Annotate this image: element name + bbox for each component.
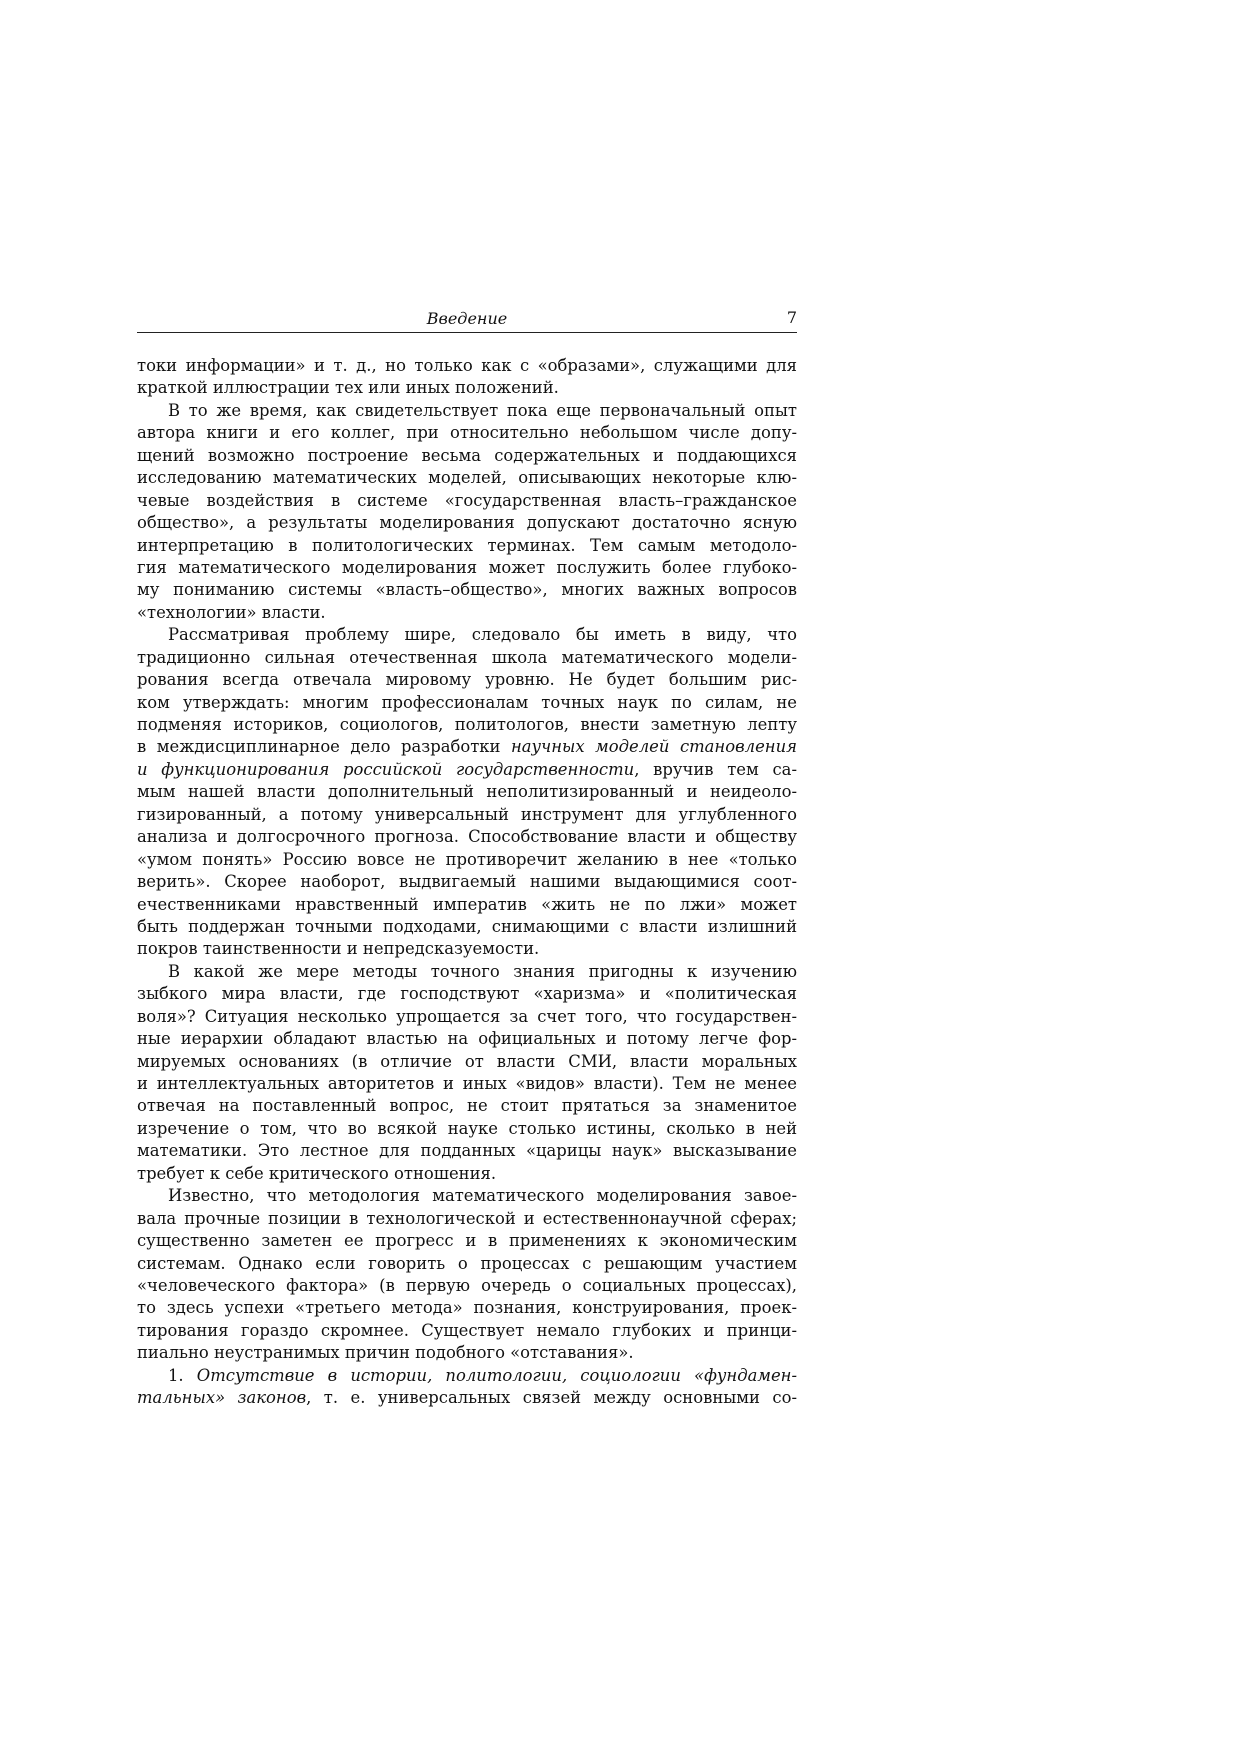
text-line: изречение о том, что во всякой науке столько истины, сколько в ней [137, 1118, 797, 1138]
main-text [137, 355, 797, 1410]
text-line: и интеллектуальных авторитетов и иных «видов» власти). Тем не менее [137, 1074, 797, 1093]
emphasis-text: и функционирования российской государственности [137, 759, 635, 779]
text-line: быть поддержан точными подходами, снимающими с власти излишний [137, 916, 797, 936]
text-line: воля»? Ситуация несколько упрощается за счет того, что государствен- [137, 1006, 797, 1026]
text-line: вала прочные позиции в технологической и естественнонаучной сферах; [137, 1208, 797, 1228]
page-header [137, 306, 797, 333]
text-line: верить». Скорее наоборот, выдвигаемый нашими выдающимися соот- [137, 872, 797, 892]
text-line: рования всегда отвечала мировому уровню. Не будет большим рис- [137, 670, 797, 690]
text-line: покров таинственности и непредсказуемости. [137, 939, 540, 959]
text-line: требует к себе критического отношения. [137, 1163, 497, 1183]
text-line: «умом понять» Россию вовсе не противоречит желанию в нее «только [137, 849, 797, 869]
emphasis-text: Отсутствие в истории, политологии, социологии «фундамен- [196, 1365, 797, 1385]
text-line: то здесь успехи «третьего метода» познания, конструирования, проек- [137, 1298, 797, 1318]
text-line: Известно, что методология математического моделирования завое- [168, 1186, 797, 1206]
text-line-mixed [137, 759, 797, 781]
text-line: зыбкого мира власти, где господствуют «харизма» и «политическая [137, 984, 797, 1004]
text-line: краткой иллюстрации тех или иных положений. [137, 378, 559, 398]
text-line: ком утверждать: многим профессионалам точных наук по силам, не [137, 692, 797, 712]
text-line: В то же время, как свидетельствует пока еще первоначальный опыт [168, 400, 797, 420]
text-line: общество», а результаты моделирования допускают достаточно ясную [137, 513, 797, 533]
text-line: ечественниками нравственный императив «жить не по лжи» может [137, 894, 797, 914]
page-number: 7 [786, 308, 797, 327]
text-line: В какой же мере методы точного знания пригодны к изучению [168, 961, 797, 981]
text-line: анализа и долгосрочного прогноза. Способствование власти и обществу [137, 827, 797, 847]
text-line: гизированный, а потому универсальный инструмент для углубленного [137, 804, 797, 824]
text-run: в междисциплинарное дело разработки [137, 737, 511, 757]
emphasis-text: тальных» законов [137, 1388, 307, 1408]
text-line: существенно заметен ее прогресс и в применениях к экономическим [137, 1231, 797, 1251]
text-line: математики. Это лестное для подданных «царицы наук» высказывание [137, 1141, 797, 1161]
list-number: 1. [168, 1365, 197, 1385]
text-line: чевые воздействия в системе «государственная власть–гражданское [137, 490, 797, 510]
text-line: токи информации» и т. д., но только как с «образами», служащими для [137, 356, 797, 375]
text-line: системам. Однако если говорить о процессах с решающим участием [137, 1253, 797, 1273]
text-line: тирования гораздо скромнее. Существует немало глубоких и принци- [137, 1320, 797, 1340]
text-run: , т. е. универсальных связей между основными со- [306, 1388, 798, 1408]
text-line: му пониманию системы «власть–общество», многих важных вопросов [137, 580, 797, 600]
text-line: исследованию математических моделей, описывающих некоторые клю- [137, 468, 797, 488]
text-line: пиально неустранимых причин подобного «отставания». [137, 1343, 634, 1363]
text-line: мым нашей власти дополнительный неполитизированный и неидеоло- [137, 782, 797, 802]
text-line: гия математического моделирования может послужить более глубоко- [137, 557, 797, 577]
text-line-mixed [137, 1365, 797, 1387]
text-run: , вручив тем са- [634, 759, 797, 779]
text-line: щений возможно построение весьма содержательных и поддающихся [137, 445, 797, 465]
text-line: «технологии» власти. [137, 602, 326, 622]
text-line: Рассматривая проблему шире, следовало бы иметь в виду, что [168, 625, 797, 645]
running-title: Введение [426, 309, 508, 328]
text-line: «человеческого фактора» (в первую очередь о социальных процессах), [137, 1275, 797, 1295]
text-line-mixed [137, 1387, 797, 1409]
text-line: интерпретацию в политологических терминах. Тем самым методоло- [137, 535, 797, 555]
text-line: автора книги и его коллег, при относительно небольшом числе допу- [137, 423, 797, 443]
text-line: ные иерархии обладают властью на официальных и потому легче фор- [137, 1029, 797, 1049]
text-line-mixed [137, 736, 797, 758]
text-line: традиционно сильная отечественная школа математического модели- [137, 647, 797, 667]
text-line: мируемых основаниях (в отличие от власти СМИ, власти моральных [137, 1051, 797, 1071]
emphasis-text: научных моделей становления [510, 737, 797, 757]
text-line: подменяя историков, социологов, политологов, внести заметную лепту [137, 715, 797, 734]
text-line: отвечая на поставленный вопрос, не стоит прятаться за знаменитое [137, 1096, 797, 1116]
